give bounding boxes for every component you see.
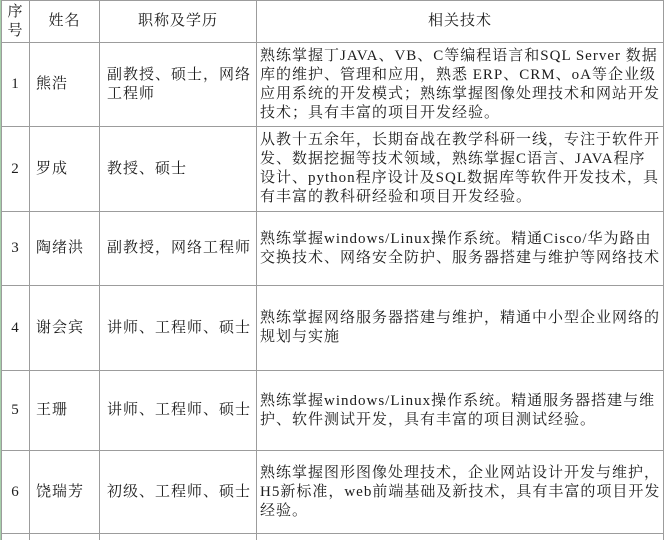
table-row (2, 43, 664, 127)
cell-empty (257, 534, 664, 540)
cell-name: 饶瑞芳 (30, 451, 100, 534)
cell-skills: 熟练掌握图形图像处理技术，企业网站设计开发与维护，H5新标准，web前端基础及新技术，具有丰富的项目开发经验。 (257, 451, 664, 534)
cell-empty (100, 534, 257, 540)
cell-title: 讲师、工程师、硕士 (100, 286, 257, 371)
cell-skills: 从教十五余年，长期奋战在教学科研一线，专注于软件开发、数据挖掘等技术领域，熟练掌握C语言、JAVA程序设计、python程序设计及SQL数据库等软件开发技术，具有丰富的教科研经验和项目开发经验。 (257, 127, 664, 212)
partial-next-row (2, 534, 664, 540)
table-row (2, 451, 664, 534)
cell-empty (30, 534, 100, 540)
cell-title: 副教授、硕士，网络工程师 (100, 43, 257, 127)
cell-empty (2, 534, 30, 540)
header-row (2, 1, 664, 43)
table-row (2, 371, 664, 451)
cell-name: 熊浩 (30, 43, 100, 127)
cell-index: 1 (2, 43, 30, 127)
cell-index: 5 (2, 371, 30, 451)
cell-skills: 熟练掌握丁JAVA、VB、C等编程语言和SQL Server 数据库的维护、管理和应用，熟悉 ERP、CRM、oA等企业级应用系统的开发模式；熟练掌握图像处理技术和网站开发技术；具有丰富的项目开发经验。 (257, 43, 664, 127)
table-row (2, 286, 664, 371)
cell-skills: 熟练掌握网络服务器搭建与维护，精通中小型企业网络的规划与实施 (257, 286, 664, 371)
cell-skills: 熟练掌握windows/Linux操作系统。精通服务器搭建与维护、软件测试开发，具有丰富的项目测试经验。 (257, 371, 664, 451)
staff-table (1, 0, 664, 540)
cell-index: 2 (2, 127, 30, 212)
col-header-name: 姓名 (30, 1, 100, 43)
cell-index: 3 (2, 212, 30, 286)
cell-name: 罗成 (30, 127, 100, 212)
cell-index: 6 (2, 451, 30, 534)
cell-title: 教授、硕士 (100, 127, 257, 212)
cell-title: 副教授，网络工程师 (100, 212, 257, 286)
col-header-index: 序号 (2, 1, 30, 43)
cell-name: 王珊 (30, 371, 100, 451)
cell-name: 谢会宾 (30, 286, 100, 371)
col-header-title: 职称及学历 (100, 1, 257, 43)
cell-skills: 熟练掌握windows/Linux操作系统。精通Cisco/华为路由交换技术、网络安全防护、服务器搭建与维护等网络技术 (257, 212, 664, 286)
cell-title: 讲师、工程师、硕士 (100, 371, 257, 451)
table-row (2, 212, 664, 286)
cell-name: 陶绪洪 (30, 212, 100, 286)
cell-index: 4 (2, 286, 30, 371)
table-row (2, 127, 664, 212)
col-header-skills: 相关技术 (257, 1, 664, 43)
cell-title: 初级、工程师、硕士 (100, 451, 257, 534)
